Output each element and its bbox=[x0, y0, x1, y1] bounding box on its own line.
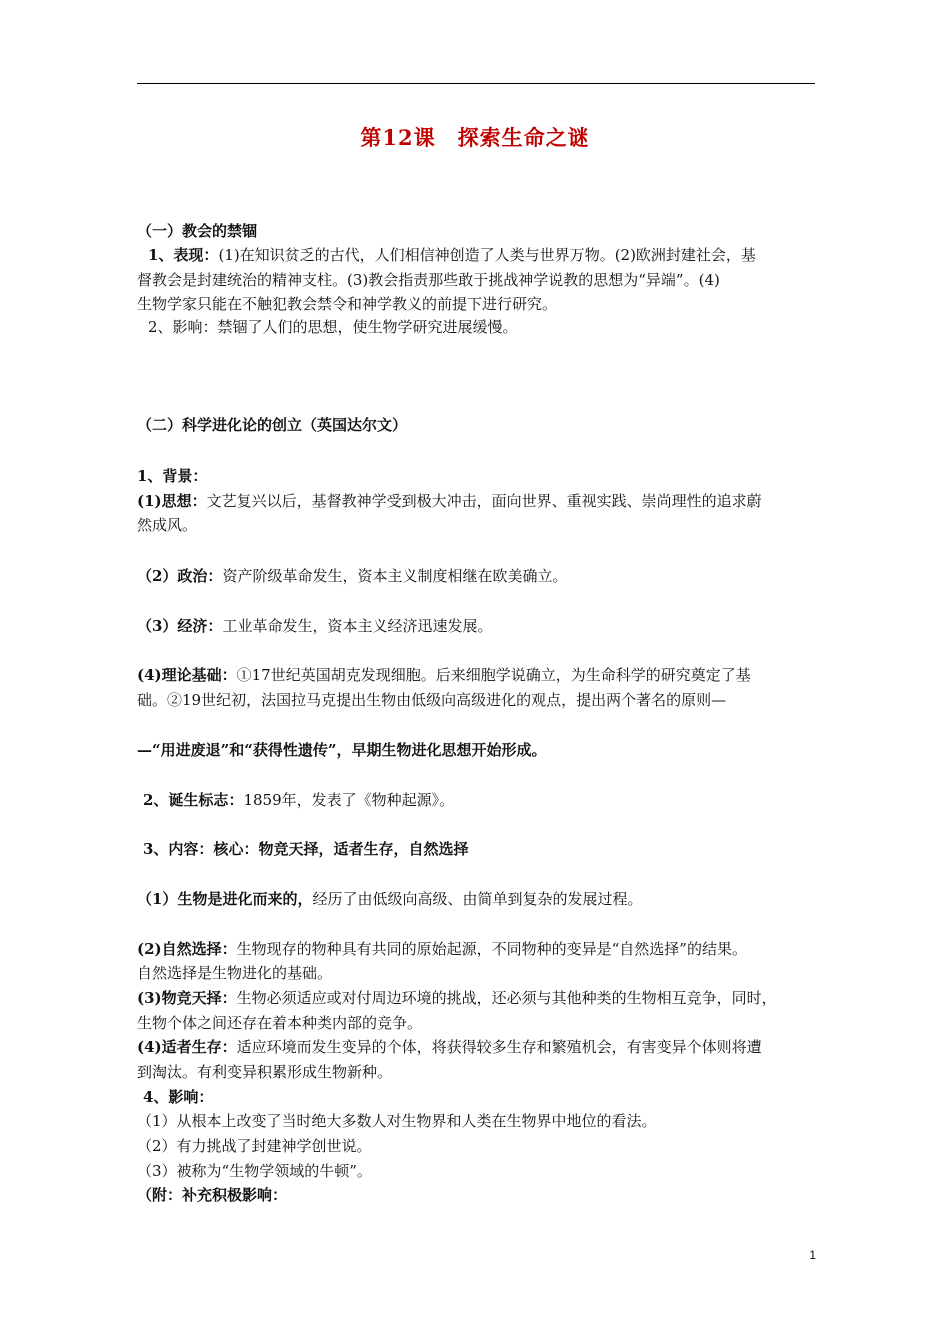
text-line: 然成风。 bbox=[137, 516, 198, 534]
list-item: （2）有力挑战了封建神学创世说。 bbox=[137, 1137, 372, 1155]
label: (3)物竞天择： bbox=[137, 989, 237, 1007]
content-heading: 3、内容：核心：物竞天择，适者生存，自然选择 bbox=[143, 840, 469, 858]
paragraph bbox=[137, 564, 567, 588]
text-line: 2、影响：禁锢了人们的思想，使生物学研究进展缓慢。 bbox=[148, 318, 518, 336]
text-line: 础。②19世纪初，法国拉马克提出生物由低级向高级进化的观点，提出两个著名的原则— bbox=[137, 691, 727, 709]
page-title: 第12课 探索生命之谜 bbox=[360, 125, 590, 150]
label: (4)适者生存： bbox=[137, 1038, 237, 1056]
label: （1）生物是进化而来的， bbox=[137, 890, 313, 908]
paragraph bbox=[137, 663, 751, 687]
paragraph bbox=[143, 788, 454, 812]
section-1-heading: （一）教会的禁锢 bbox=[137, 222, 258, 240]
label: (1)思想： bbox=[137, 492, 207, 510]
label: 1、表现： bbox=[148, 246, 219, 264]
label: 2、诞生标志： bbox=[143, 791, 244, 809]
paragraph bbox=[137, 986, 777, 1010]
list-item: （3）被称为“生物学领域的牛顿”。 bbox=[137, 1162, 372, 1180]
text: 生物现存的物种具有共同的原始起源，不同物种的变异是“自然选择”的结果。 bbox=[236, 940, 747, 958]
text-line: —“用进废退”和“获得性遗传”，早期生物进化思想开始形成。 bbox=[137, 741, 547, 759]
text-line: 自然选择是生物进化的基础。 bbox=[137, 964, 333, 982]
text-line: 生物个体之间还存在着本种类内部的竞争。 bbox=[137, 1014, 423, 1032]
label: （3）经济： bbox=[137, 617, 223, 635]
label: （2）政治： bbox=[137, 567, 223, 585]
background-label: 1、背景： bbox=[137, 467, 208, 485]
paragraph bbox=[137, 1035, 762, 1059]
text: 1859年，发表了《物种起源》。 bbox=[243, 791, 455, 809]
text-line: 到淘汰。有利变异积累形成生物新种。 bbox=[137, 1063, 393, 1081]
text: 文艺复兴以后，基督教神学受到极大冲击，面向世界、重视实践、崇尚理性的追求蔚 bbox=[206, 492, 762, 510]
paragraph bbox=[137, 489, 762, 513]
page-number: 1 bbox=[809, 1248, 816, 1262]
paragraph bbox=[148, 243, 756, 267]
section-2-heading: （二）科学进化论的创立（英国达尔文） bbox=[137, 416, 408, 434]
appendix-label: （附：补充积极影响： bbox=[137, 1186, 288, 1204]
text: 生物必须适应或对付周边环境的挑战，还必须与其他种类的生物相互竞争，同时， bbox=[236, 989, 777, 1007]
text-line: 生物学家只能在不触犯教会禁令和神学教义的前提下进行研究。 bbox=[137, 295, 558, 313]
text: 经历了由低级向高级、由简单到复杂的发展过程。 bbox=[312, 890, 643, 908]
impact-label: 4、影响： bbox=[143, 1088, 214, 1106]
label: (2)自然选择： bbox=[137, 940, 237, 958]
paragraph bbox=[137, 887, 642, 911]
paragraph bbox=[137, 937, 747, 961]
text: 适应环境而发生变异的个体，将获得较多生存和繁殖机会，有害变异个体则将遭 bbox=[236, 1038, 762, 1056]
text-line: 督教会是封建统治的精神支柱。(3)教会指责那些敢于挑战神学说教的思想为“异端”。(4) bbox=[137, 271, 720, 289]
text: ①17世纪英国胡克发现细胞。后来细胞学说确立，为生命科学的研究奠定了基 bbox=[236, 666, 751, 684]
label: (4)理论基础： bbox=[137, 666, 237, 684]
paragraph bbox=[137, 614, 492, 638]
text: 资产阶级革命发生，资本主义制度相继在欧美确立。 bbox=[222, 567, 568, 585]
text: 工业革命发生，资本主义经济迅速发展。 bbox=[222, 617, 493, 635]
list-item: （1）从根本上改变了当时绝大多数人对生物界和人类在生物界中地位的看法。 bbox=[137, 1112, 657, 1130]
header-rule bbox=[137, 83, 815, 84]
text: (1)在知识贫乏的古代，人们相信神创造了人类与世界万物。(2)欧洲封建社会，基 bbox=[218, 246, 756, 264]
